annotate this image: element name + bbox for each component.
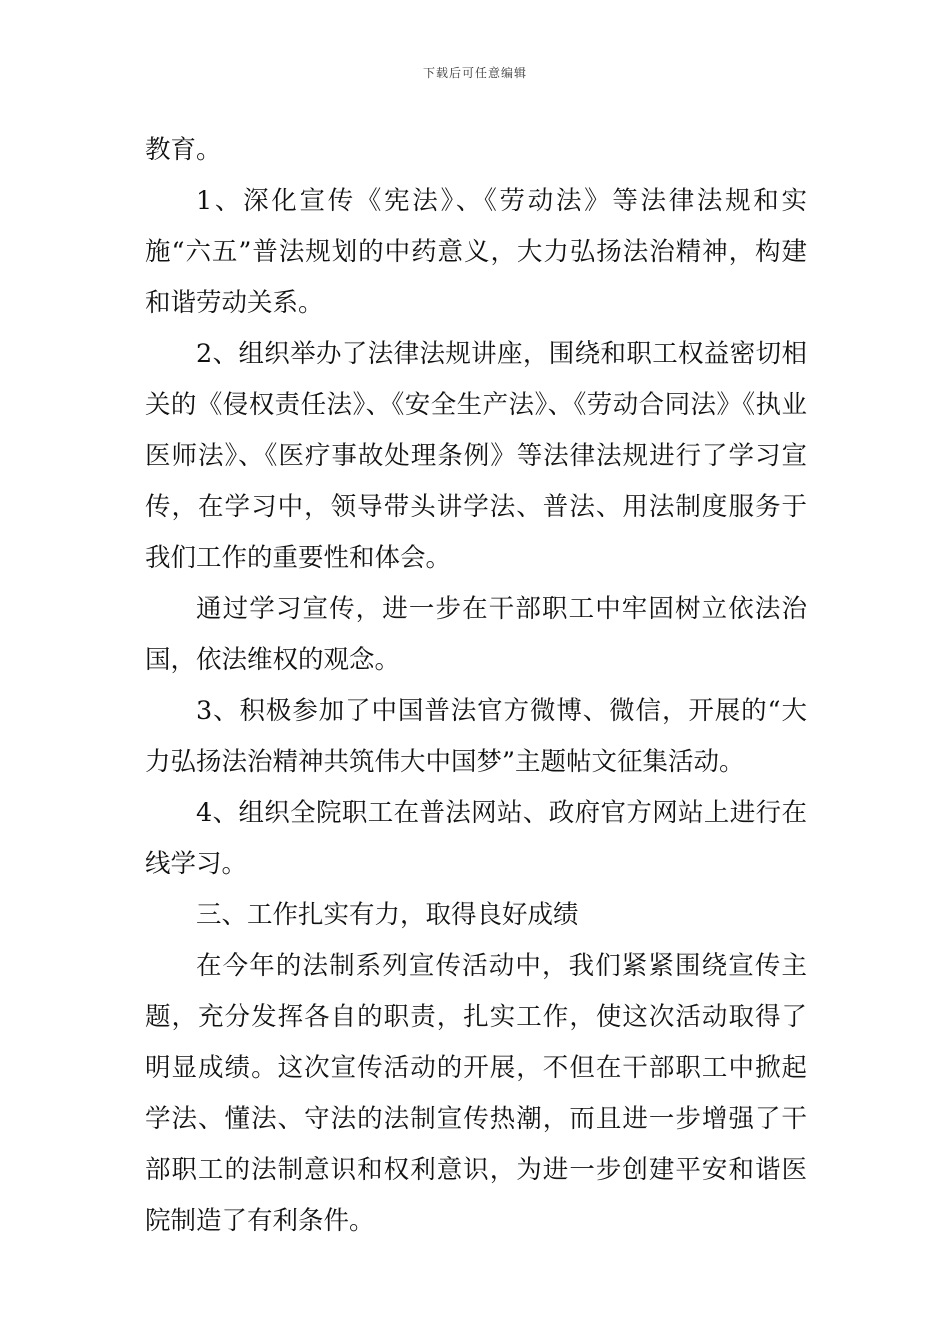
document-body: [145, 125, 807, 1247]
paragraph-item-3: 3、积极参加了中国普法官方微博、微信，开展的“大力弘扬法治精神共筑伟大中国梦”主题帖文征集活动。: [145, 696, 807, 777]
paragraph-summary: 通过学习宣传，进一步在干部职工中牢固树立依法治国，依法维权的观念。: [145, 594, 807, 675]
paragraph-conclusion: 在今年的法制系列宣传活动中，我们紧紧围绕宣传主题，充分发挥各自的职责，扎实工作，使这次活动取得了明显成绩。这次宣传活动的开展，不但在干部职工中掀起学法、懂法、守法的法制宣传热潮，而且进一步增强了干部职工的法制意识和权利意识，为进一步创建平安和谐医院制造了有利条件。: [145, 951, 807, 1236]
page-header: 下载后可任意编辑: [422, 66, 527, 80]
paragraph-item-2: 2、组织举办了法律法规讲座，围绕和职工权益密切相关的《侵权责任法》、《安全生产法》、《劳动合同法》《执业医师法》、《医疗事故处理条例》等法律法规进行了学习宣传，在学习中，领导带头讲学法、普法、用法制度服务于我们工作的重要性和体会。: [145, 339, 807, 573]
paragraph-item-1: 1、深化宣传《宪法》、《劳动法》等法律法规和实施“六五”普法规划的中药意义，大力弘扬法治精神，构建和谐劳动关系。: [145, 186, 807, 318]
section-heading: 三、工作扎实有力，取得良好成绩: [196, 900, 579, 930]
paragraph-continuation: 教育。: [145, 135, 222, 165]
paragraph-item-4: 4、组织全院职工在普法网站、政府官方网站上进行在线学习。: [145, 798, 807, 879]
